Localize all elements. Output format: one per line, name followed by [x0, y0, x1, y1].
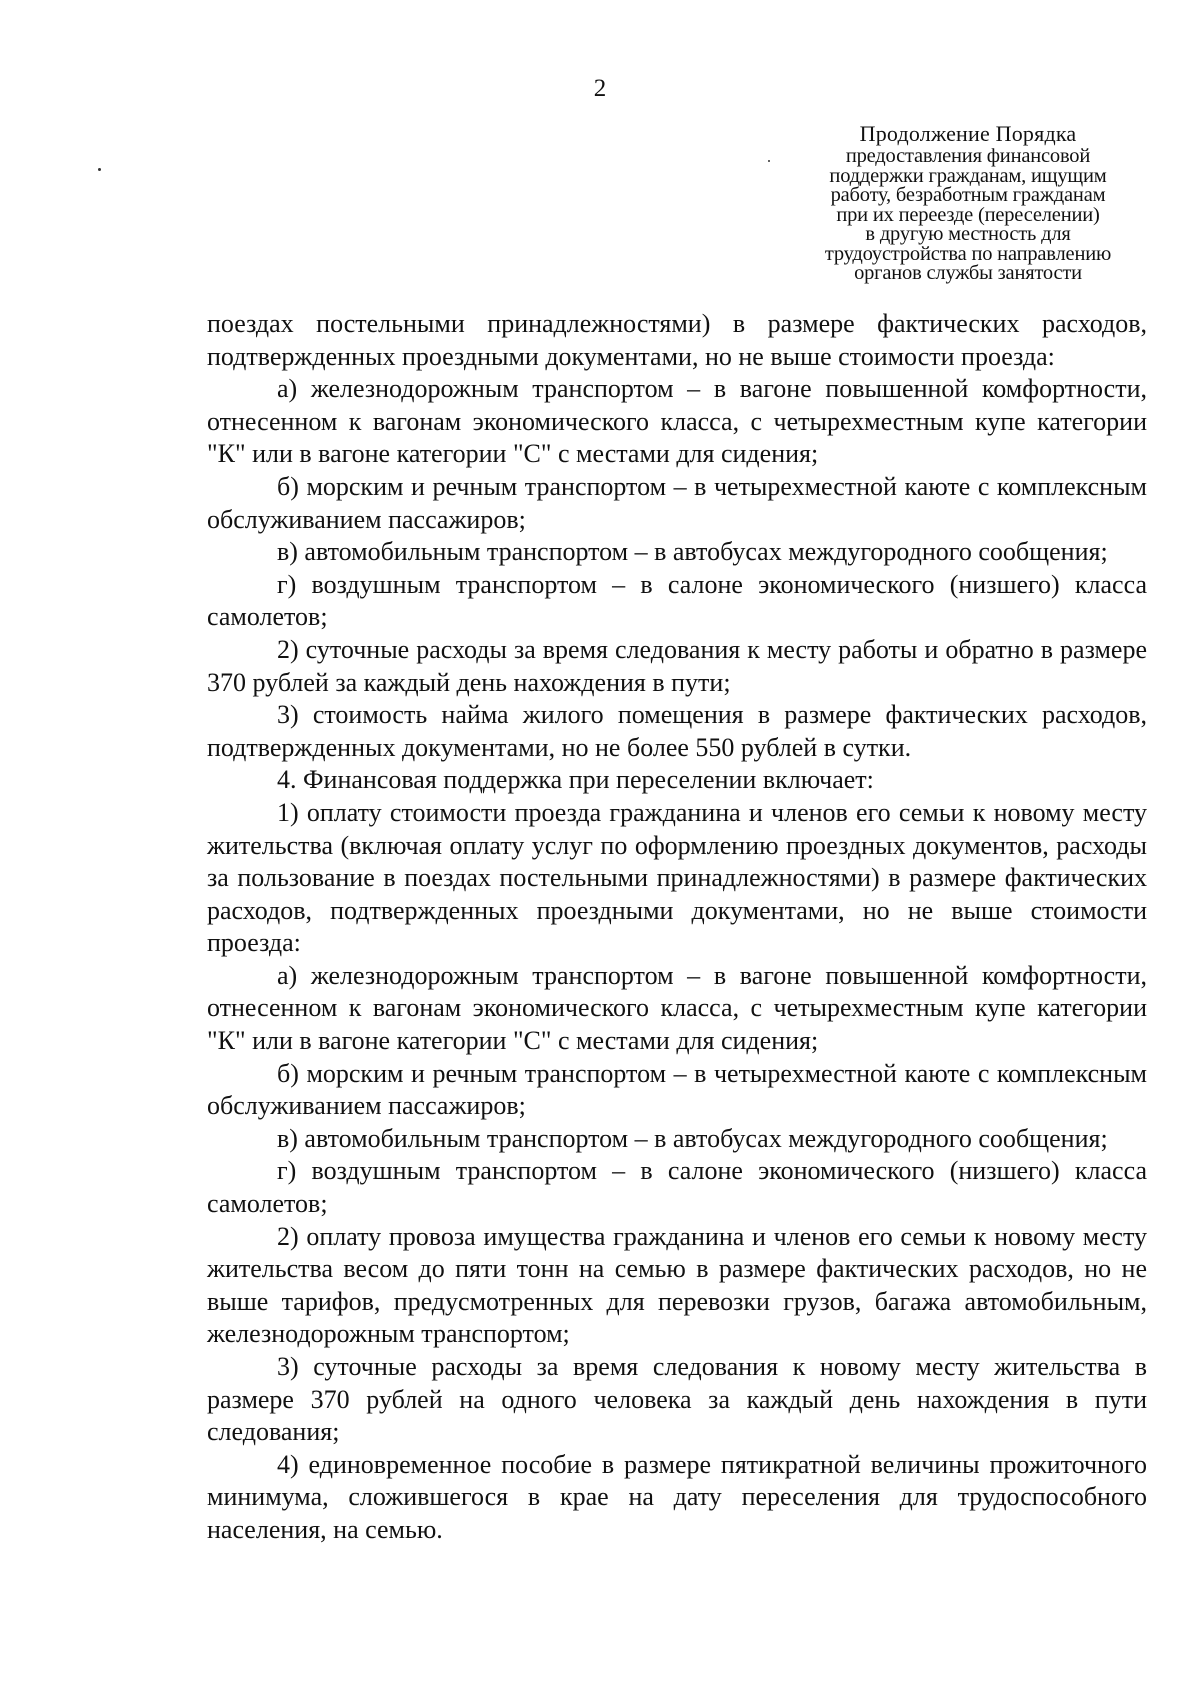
- body-paragraph: а) железнодорожным транспортом – в вагоне повышенной комфортности, отнесенном к вагонам экономического класса, с четырехместным купе категории "К" или в вагоне категории "С" с местами для сидения;: [207, 374, 1147, 469]
- document-header: [780, 121, 1156, 284]
- scan-speck: [98, 168, 101, 171]
- document-body: [207, 308, 1147, 1547]
- body-paragraph: 2) суточные расходы за время следования к месту работы и обратно в размере 370 рублей за каждый день нахождения в пути;: [207, 634, 1147, 697]
- body-paragraph: 3) суточные расходы за время следования к новому месту жительства в размере 370 рублей на одного человека за каждый день нахождения в пути следования;: [207, 1352, 1147, 1447]
- page-number: 2: [593, 75, 607, 102]
- header-line: поддержки гражданам, ищущим: [829, 164, 1107, 187]
- body-paragraph: 4) единовременное пособие в размере пятикратной величины прожиточного минимума, сложившегося в крае на дату переселения для трудоспособного населения, на семью.: [207, 1449, 1147, 1544]
- body-paragraph: поездах постельными принадлежностями) в размере фактических расходов, подтвержденных проездными документами, но не выше стоимости проезда:: [207, 309, 1147, 371]
- body-paragraph: г) воздушным транспортом – в салоне экономического (низшего) класса самолетов;: [207, 1156, 1147, 1219]
- body-paragraph: в) автомобильным транспортом – в автобусах междугородного сообщения;: [277, 537, 1108, 567]
- body-paragraph: б) морским и речным транспортом – в четырехместной каюте с комплексным обслуживанием пассажиров;: [207, 471, 1147, 534]
- header-line: при их переезде (переселении): [836, 203, 1100, 226]
- body-paragraph: б) морским и речным транспортом – в четырехместной каюте с комплексным обслуживанием пассажиров;: [207, 1058, 1147, 1121]
- header-line: работу, безработным гражданам: [830, 184, 1106, 206]
- header-line: органов службы занятости: [854, 262, 1082, 284]
- body-paragraph: г) воздушным транспортом – в салоне экономического (низшего) класса самолетов;: [207, 569, 1147, 632]
- scan-speck: [768, 160, 770, 162]
- header-title: Продолжение Порядка: [859, 121, 1077, 146]
- body-paragraph: 2) оплату провоза имущества гражданина и членов его семьи к новому месту жительства весом до пяти тонн на семью в размере фактических расходов, но не выше тарифов, предусмотренных для перевозки грузов, багажа автомобильным, железнодорожным транспортом;: [207, 1221, 1147, 1349]
- body-paragraph: в) автомобильным транспортом – в автобусах междугородного сообщения;: [277, 1123, 1108, 1153]
- header-line: предоставления финансовой: [845, 145, 1091, 167]
- body-paragraph: а) железнодорожным транспортом – в вагоне повышенной комфортности, отнесенном к вагонам экономического класса, с четырехместным купе категории "К" или в вагоне категории "С" с местами для сидения;: [207, 960, 1147, 1056]
- body-paragraph: 1) оплату стоимости проезда гражданина и членов его семьи к новому месту жительства (включая оплату услуг по оформлению проездных документов, расходы за пользование в поездах постельными принадлежностями) в размере фактических расходов, подтвержденных проездными документами, но не выше стоимости проезда:: [207, 797, 1147, 958]
- header-line: в другую местность для: [865, 223, 1071, 245]
- body-paragraph: 3) стоимость найма жилого помещения в размере фактических расходов, подтвержденных документами, но не более 550 рублей в сутки.: [207, 700, 1147, 762]
- header-line: трудоустройства по направлению: [824, 242, 1112, 265]
- body-paragraph: 4. Финансовая поддержка при переселении включает:: [277, 765, 874, 795]
